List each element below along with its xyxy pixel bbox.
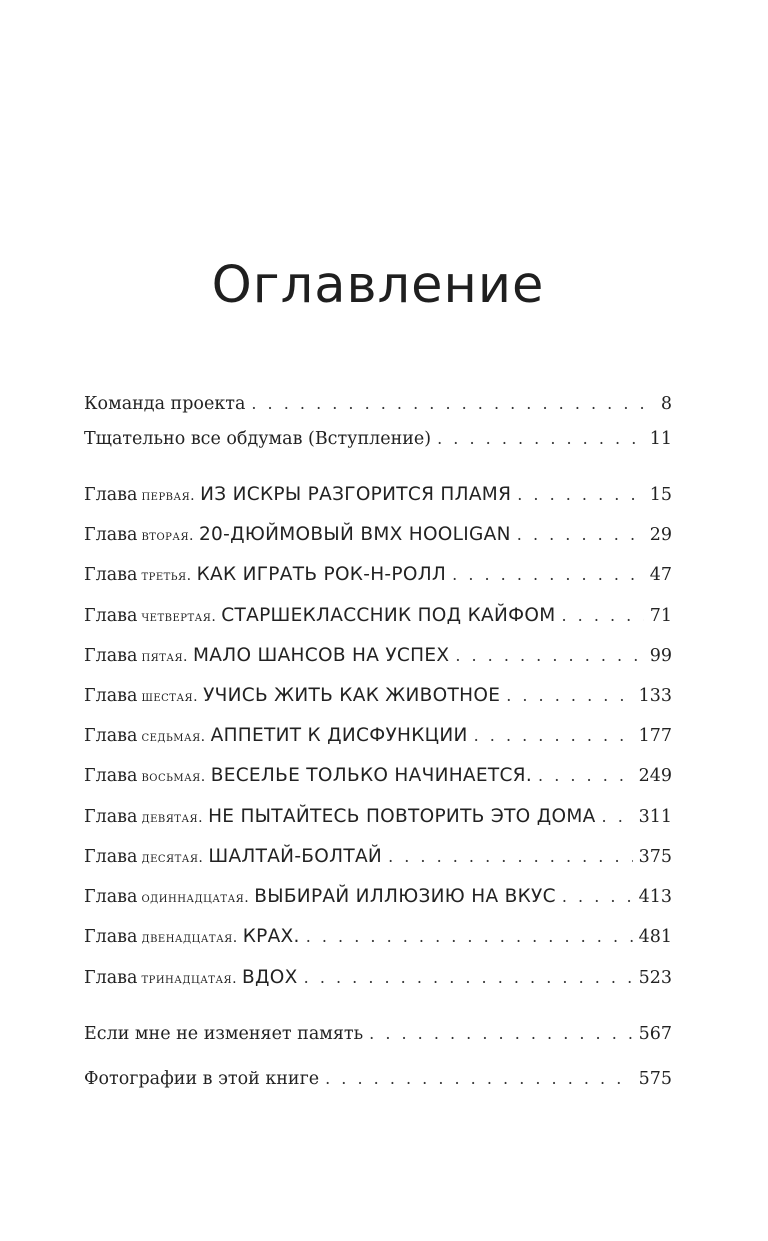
chapter-title: ИЗ ИСКРЫ РАЗГОРИТСЯ ПЛАМЯ <box>200 484 512 505</box>
toc-entry-chapter-10[interactable] <box>84 844 672 871</box>
toc-entry-page: 99 <box>649 646 672 666</box>
chapter-word: Глава <box>84 847 138 867</box>
chapter-title: МАЛО ШАНСОВ НА УСПЕХ <box>193 645 450 666</box>
toc-entry-chapter-4[interactable] <box>84 603 672 630</box>
toc-entry-front-1[interactable] <box>84 391 672 417</box>
dot-leader <box>251 391 654 417</box>
toc-entry-page: 413 <box>638 887 672 907</box>
chapter-ordinal: первая. <box>141 488 196 504</box>
chapter-word: Глава <box>84 686 138 706</box>
toc-entry-page: 71 <box>649 606 672 626</box>
page-title: Оглавление <box>211 256 545 315</box>
chapter-title: КАК ИГРАТЬ РОК-Н-РОЛЛ <box>196 564 447 585</box>
dot-leader <box>538 763 633 789</box>
toc-entry-page: 375 <box>638 847 672 867</box>
chapter-word: Глава <box>84 565 138 585</box>
toc-entry-page: 523 <box>638 968 672 988</box>
dot-leader <box>325 1066 632 1092</box>
chapter-title: ШАЛТАЙ-БОЛТАЙ <box>208 846 383 867</box>
dot-leader <box>369 1021 632 1047</box>
dot-leader <box>455 643 643 669</box>
dot-leader <box>517 522 644 548</box>
toc-entry-page: 11 <box>649 429 672 449</box>
chapter-word: Глава <box>84 485 138 505</box>
dot-leader <box>562 884 633 910</box>
chapter-ordinal: одиннадцатая. <box>141 890 250 906</box>
chapter-ordinal: вторая. <box>141 528 194 544</box>
toc-entry-page: 15 <box>649 485 672 505</box>
chapter-ordinal: пятая. <box>141 649 189 665</box>
chapter-ordinal: третья. <box>141 568 192 584</box>
toc-entry-chapter-6[interactable] <box>84 683 672 710</box>
toc-entry-chapter-13[interactable] <box>84 965 672 992</box>
toc-entry-label: Команда проекта <box>84 394 246 414</box>
chapter-ordinal: десятая. <box>141 850 204 866</box>
toc-entry-label: Тщательно все обдумав (Вступление) <box>84 429 432 449</box>
toc-entry-chapter-7[interactable] <box>84 723 672 750</box>
toc-entry-chapter-8[interactable] <box>84 763 672 790</box>
chapter-word: Глава <box>84 807 138 827</box>
toc-page <box>84 0 672 1241</box>
dot-leader <box>602 804 633 830</box>
chapter-title: УЧИСЬ ЖИТЬ КАК ЖИВОТНОЕ <box>203 685 501 706</box>
chapter-ordinal: шестая. <box>141 689 199 705</box>
toc-entry-page: 249 <box>638 766 672 786</box>
toc-entry-page: 481 <box>638 927 672 947</box>
chapter-ordinal: девятая. <box>141 810 204 826</box>
toc-entry-chapter-9[interactable] <box>84 804 672 831</box>
toc-entry-page: 567 <box>638 1024 672 1044</box>
toc-entry-chapter-11[interactable] <box>84 884 672 911</box>
chapter-ordinal: тринадцатая. <box>141 971 238 987</box>
toc-entry-front-2[interactable] <box>84 426 672 452</box>
dot-leader <box>452 562 644 588</box>
toc-entry-chapter-5[interactable] <box>84 643 672 670</box>
toc-entry-page: 47 <box>649 565 672 585</box>
chapter-word: Глава <box>84 606 138 626</box>
chapter-word: Глава <box>84 726 138 746</box>
chapter-word: Глава <box>84 646 138 666</box>
chapter-title: ВЕСЕЛЬЕ ТОЛЬКО НАЧИНАЕТСЯ. <box>210 765 533 786</box>
dot-leader <box>474 723 633 749</box>
dot-leader <box>437 426 644 452</box>
toc-entry-chapter-12[interactable] <box>84 924 672 951</box>
toc-entry-page: 133 <box>638 686 672 706</box>
chapter-title: АППЕТИТ К ДИСФУНКЦИИ <box>210 725 468 746</box>
dot-leader <box>388 844 633 870</box>
chapter-word: Глава <box>84 766 138 786</box>
chapter-ordinal: седьмая. <box>141 729 206 745</box>
chapter-word: Глава <box>84 887 138 907</box>
dot-leader <box>517 482 643 508</box>
chapter-ordinal: восьмая. <box>141 769 206 785</box>
toc-entry-chapter-2[interactable] <box>84 522 672 549</box>
toc-entry-page: 8 <box>660 394 672 414</box>
toc-entry-back-2[interactable] <box>84 1066 672 1092</box>
chapter-title: 20-ДЮЙМОВЫЙ BMX HOOLIGAN <box>198 524 511 545</box>
chapter-ordinal: двенадцатая. <box>141 930 238 946</box>
chapter-title: КРАХ. <box>242 926 300 947</box>
toc-entry-page: 177 <box>638 726 672 746</box>
chapter-ordinal: четвертая. <box>141 609 217 625</box>
dot-leader <box>306 924 633 950</box>
toc-entry-page: 575 <box>638 1069 672 1089</box>
toc-entry-page: 29 <box>649 525 672 545</box>
chapter-word: Глава <box>84 968 138 988</box>
chapter-title: ВЫБИРАЙ ИЛЛЮЗИЮ НА ВКУС <box>254 886 556 907</box>
toc-entry-chapter-3[interactable] <box>84 562 672 589</box>
toc-entry-label: Если мне не изменяет память <box>84 1024 364 1044</box>
dot-leader <box>304 965 633 991</box>
toc-entry-back-1[interactable] <box>84 1021 672 1047</box>
toc-entry-chapter-1[interactable] <box>84 482 672 509</box>
chapter-word: Глава <box>84 525 138 545</box>
toc-entry-label: Фотографии в этой книге <box>84 1069 320 1089</box>
dot-leader <box>561 603 643 629</box>
chapter-word: Глава <box>84 927 138 947</box>
chapter-title: ВДОХ <box>242 967 298 988</box>
dot-leader <box>506 683 632 709</box>
chapter-title: НЕ ПЫТАЙТЕСЬ ПОВТОРИТЬ ЭТО ДОМА <box>208 806 596 827</box>
toc-entry-page: 311 <box>638 807 672 827</box>
chapter-title: СТАРШЕКЛАССНИК ПОД КАЙФОМ <box>221 605 556 626</box>
